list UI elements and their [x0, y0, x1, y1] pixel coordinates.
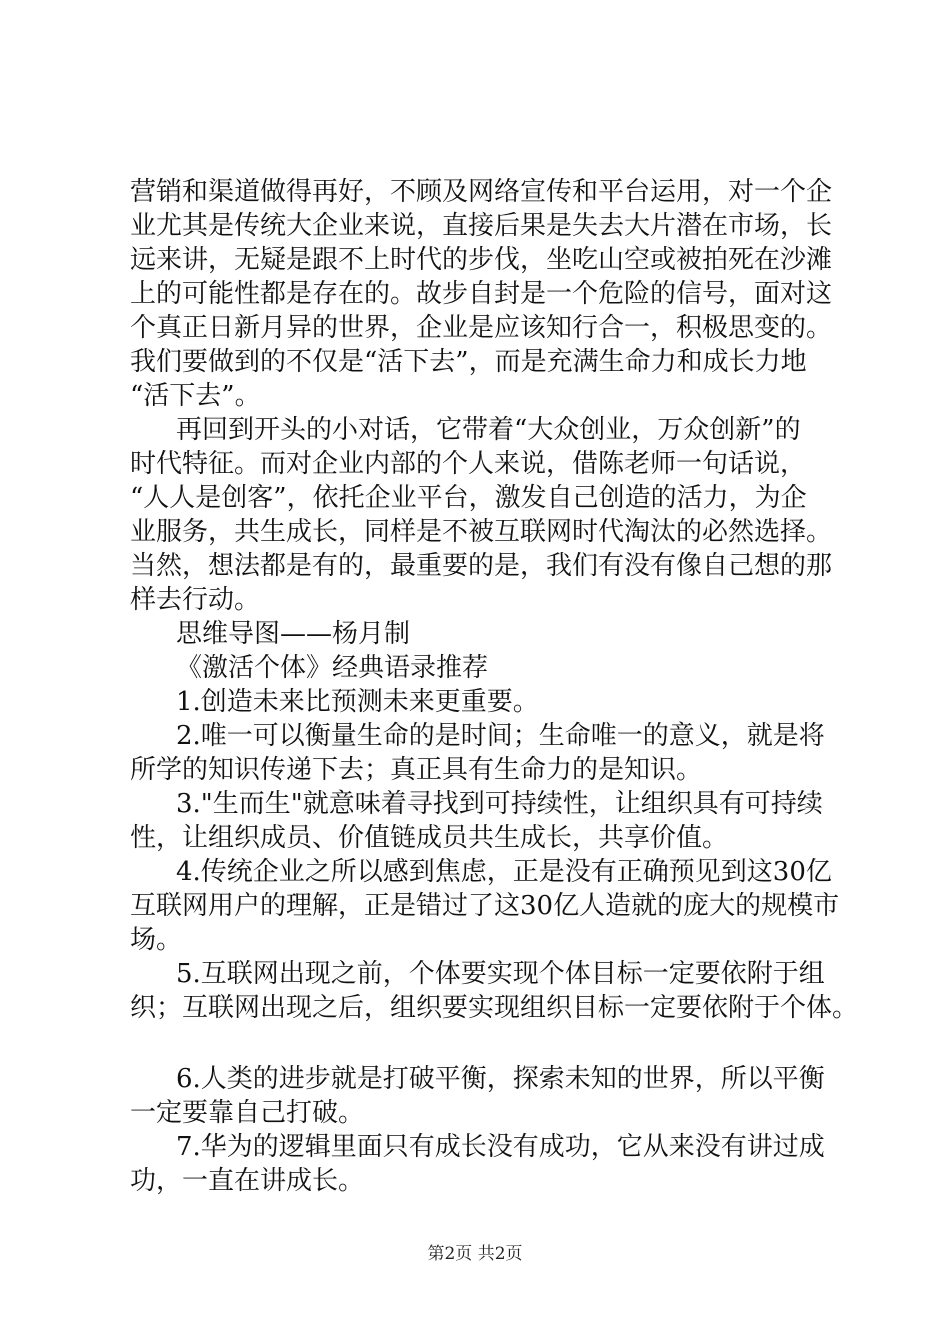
body-text-line: “活下去”。 [130, 381, 261, 411]
quote-line: 一定要靠自己打破。 [130, 1098, 365, 1128]
body-text-line: 远来讲，无疑是跟不上时代的步伐，坐吃山空或被拍死在沙滩 [130, 245, 833, 275]
mindmap-credit: 思维导图——杨月制 [176, 619, 411, 649]
quote-line: 1.创造未来比预测未来更重要。 [176, 687, 539, 717]
quote-line: 4.传统企业之所以感到焦虑，正是没有正确预见到这30亿 [176, 857, 832, 887]
body-text-line: 营销和渠道做得再好，不顾及网络宣传和平台运用，对一个企 [130, 177, 833, 207]
body-text-line: 我们要做到的不仅是“活下去”，而是充满生命力和成长力地 [130, 347, 807, 377]
quote-line: 所学的知识传递下去；真正具有生命力的是知识。 [130, 755, 703, 785]
quote-line: 场。 [130, 925, 183, 955]
body-text-line: 业尤其是传统大企业来说，直接后果是失去大片潜在市场，长 [130, 211, 833, 241]
quote-line: 3."生而生"就意味着寻找到可持续性，让组织具有可持续 [176, 789, 823, 819]
body-text-line: 业服务，共生成长，同样是不被互联网时代淘汰的必然选择。 [130, 517, 833, 547]
quote-line: 互联网用户的理解，正是错过了这30亿人造就的庞大的规模市 [130, 891, 840, 921]
quote-line: 功，一直在讲成长。 [130, 1166, 365, 1196]
body-text-line: 时代特征。而对企业内部的个人来说，借陈老师一句话说， [130, 449, 807, 479]
quote-line: 2.唯一可以衡量生命的是时间；生命唯一的意义，就是将 [176, 721, 825, 751]
body-text-line: 上的可能性都是存在的。故步自封是一个危险的信号，面对这 [130, 279, 833, 309]
quote-line: 7.华为的逻辑里面只有成长没有成功，它从来没有讲过成 [176, 1132, 825, 1162]
page-footer: 第2页 共2页 [427, 1244, 523, 1264]
body-text-line: 当然，想法都是有的，最重要的是，我们有没有像自己想的那 [130, 551, 833, 581]
quote-line: 6.人类的进步就是打破平衡，探索未知的世界，所以平衡 [176, 1064, 825, 1094]
body-text-line: 个真正日新月异的世界，企业是应该知行合一，积极思变的。 [130, 313, 833, 343]
quote-line: 5.互联网出现之前，个体要实现个体目标一定要依附于组 [176, 959, 825, 989]
quotes-heading: 《激活个体》经典语录推荐 [176, 653, 489, 683]
body-text-line: 再回到开头的小对话，它带着“大众创业，万众创新”的 [176, 415, 801, 445]
quote-line: 织；互联网出现之后，组织要实现组织目标一定要依附于个体。 [130, 993, 859, 1023]
quote-line: 性，让组织成员、价值链成员共生成长，共享价值。 [130, 823, 729, 853]
body-text-line: “人人是创客”，依托企业平台，激发自己创造的活力，为企 [130, 483, 807, 513]
body-text-line: 样去行动。 [130, 585, 261, 615]
